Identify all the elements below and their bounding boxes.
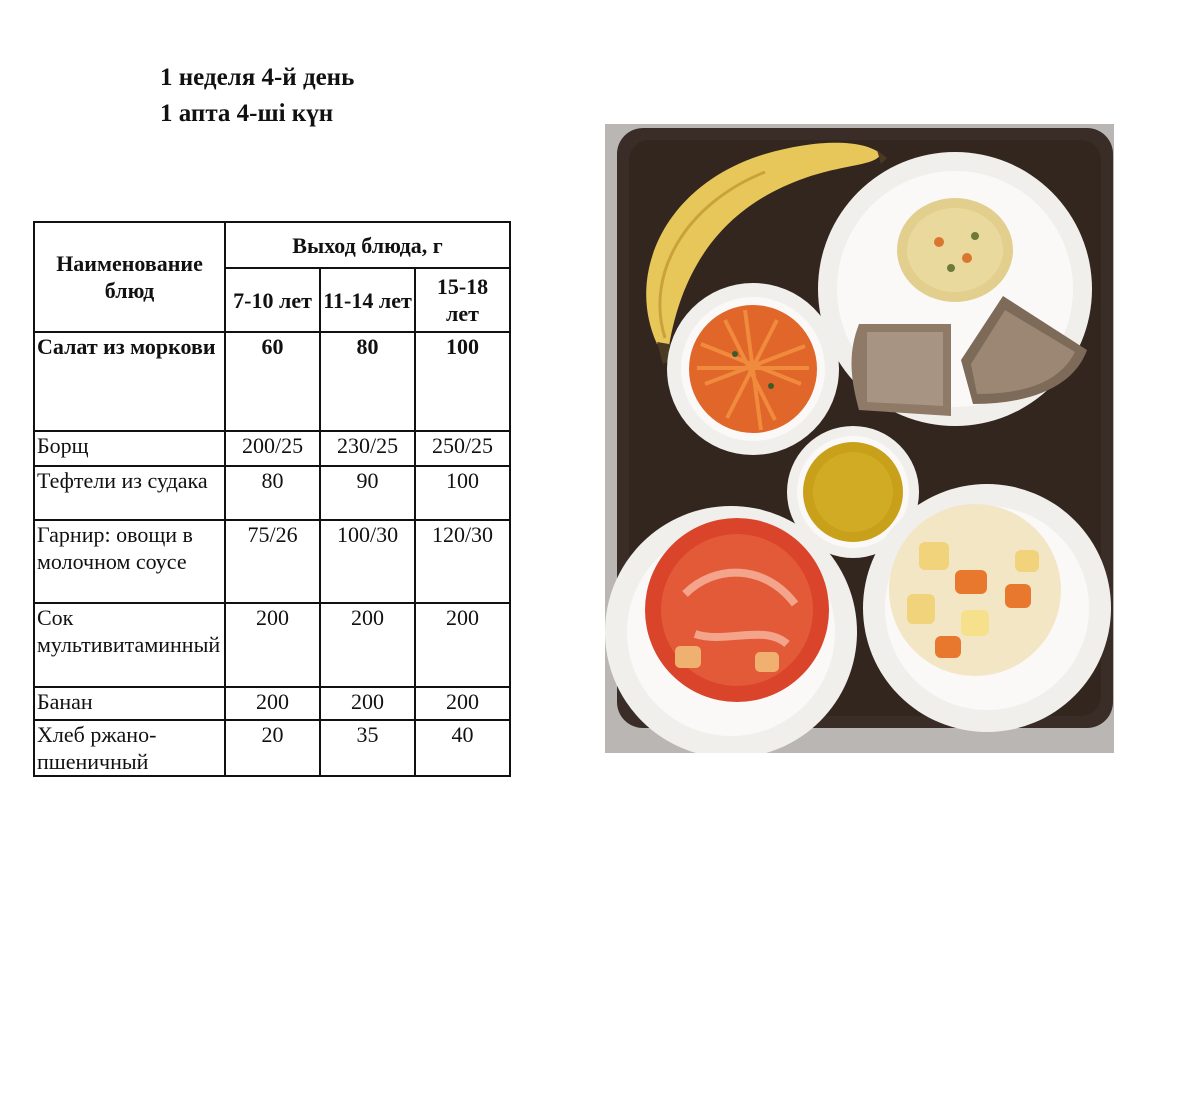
- portion-11-14: 90: [320, 466, 415, 520]
- title-line-kz: 1 апта 4-ші күн: [160, 100, 334, 127]
- portion-15-18: 250/25: [415, 431, 510, 466]
- col-header-portion: Выход блюда, г: [225, 222, 510, 268]
- meal-photo: [605, 124, 1114, 753]
- portion-15-18: 40: [415, 720, 510, 776]
- portion-11-14: 80: [320, 332, 415, 431]
- portion-7-10: 80: [225, 466, 320, 520]
- portion-15-18: 200: [415, 687, 510, 720]
- plate-with-bread: [818, 152, 1092, 426]
- portion-7-10: 200: [225, 687, 320, 720]
- borscht-bowl: [605, 506, 857, 753]
- dish-name: Банан: [34, 687, 225, 720]
- dish-name: Борщ: [34, 431, 225, 466]
- portion-11-14: 200: [320, 603, 415, 687]
- title-line-ru: 1 неделя 4-й день: [160, 64, 355, 91]
- portion-11-14: 230/25: [320, 431, 415, 466]
- portion-7-10: 200: [225, 603, 320, 687]
- portion-7-10: 200/25: [225, 431, 320, 466]
- portion-15-18: 120/30: [415, 520, 510, 603]
- portion-7-10: 20: [225, 720, 320, 776]
- portion-15-18: 100: [415, 332, 510, 431]
- col-header-age-11-14: 11-14 лет: [320, 268, 415, 332]
- dish-name: Гарнир: овощи в молочном соусе: [34, 520, 225, 603]
- dish-name: Салат из моркови: [34, 332, 225, 431]
- table-row: [34, 603, 510, 687]
- carrot-salad-bowl: [667, 283, 839, 455]
- table-row: [34, 332, 510, 431]
- dish-name: Сок мультивитаминный: [34, 603, 225, 687]
- dish-name: Хлеб ржано-пшеничный: [34, 720, 225, 776]
- portion-7-10: 75/26: [225, 520, 320, 603]
- dish-name: Тефтели из судака: [34, 466, 225, 520]
- table-row: [34, 431, 510, 466]
- portion-11-14: 200: [320, 687, 415, 720]
- portion-15-18: 200: [415, 603, 510, 687]
- menu-table: [33, 221, 511, 777]
- table-row: [34, 520, 510, 603]
- table-row: [34, 466, 510, 520]
- col-header-age-15-18: 15-18 лет: [415, 268, 510, 332]
- table-row: [34, 720, 510, 776]
- portion-15-18: 100: [415, 466, 510, 520]
- page-title: [160, 60, 354, 132]
- vegetable-bowl: [863, 484, 1111, 732]
- table-row: [34, 687, 510, 720]
- portion-11-14: 35: [320, 720, 415, 776]
- portion-11-14: 100/30: [320, 520, 415, 603]
- portion-7-10: 60: [225, 332, 320, 431]
- col-header-age-7-10: 7-10 лет: [225, 268, 320, 332]
- col-header-dish-name: Наименование блюд: [34, 222, 225, 332]
